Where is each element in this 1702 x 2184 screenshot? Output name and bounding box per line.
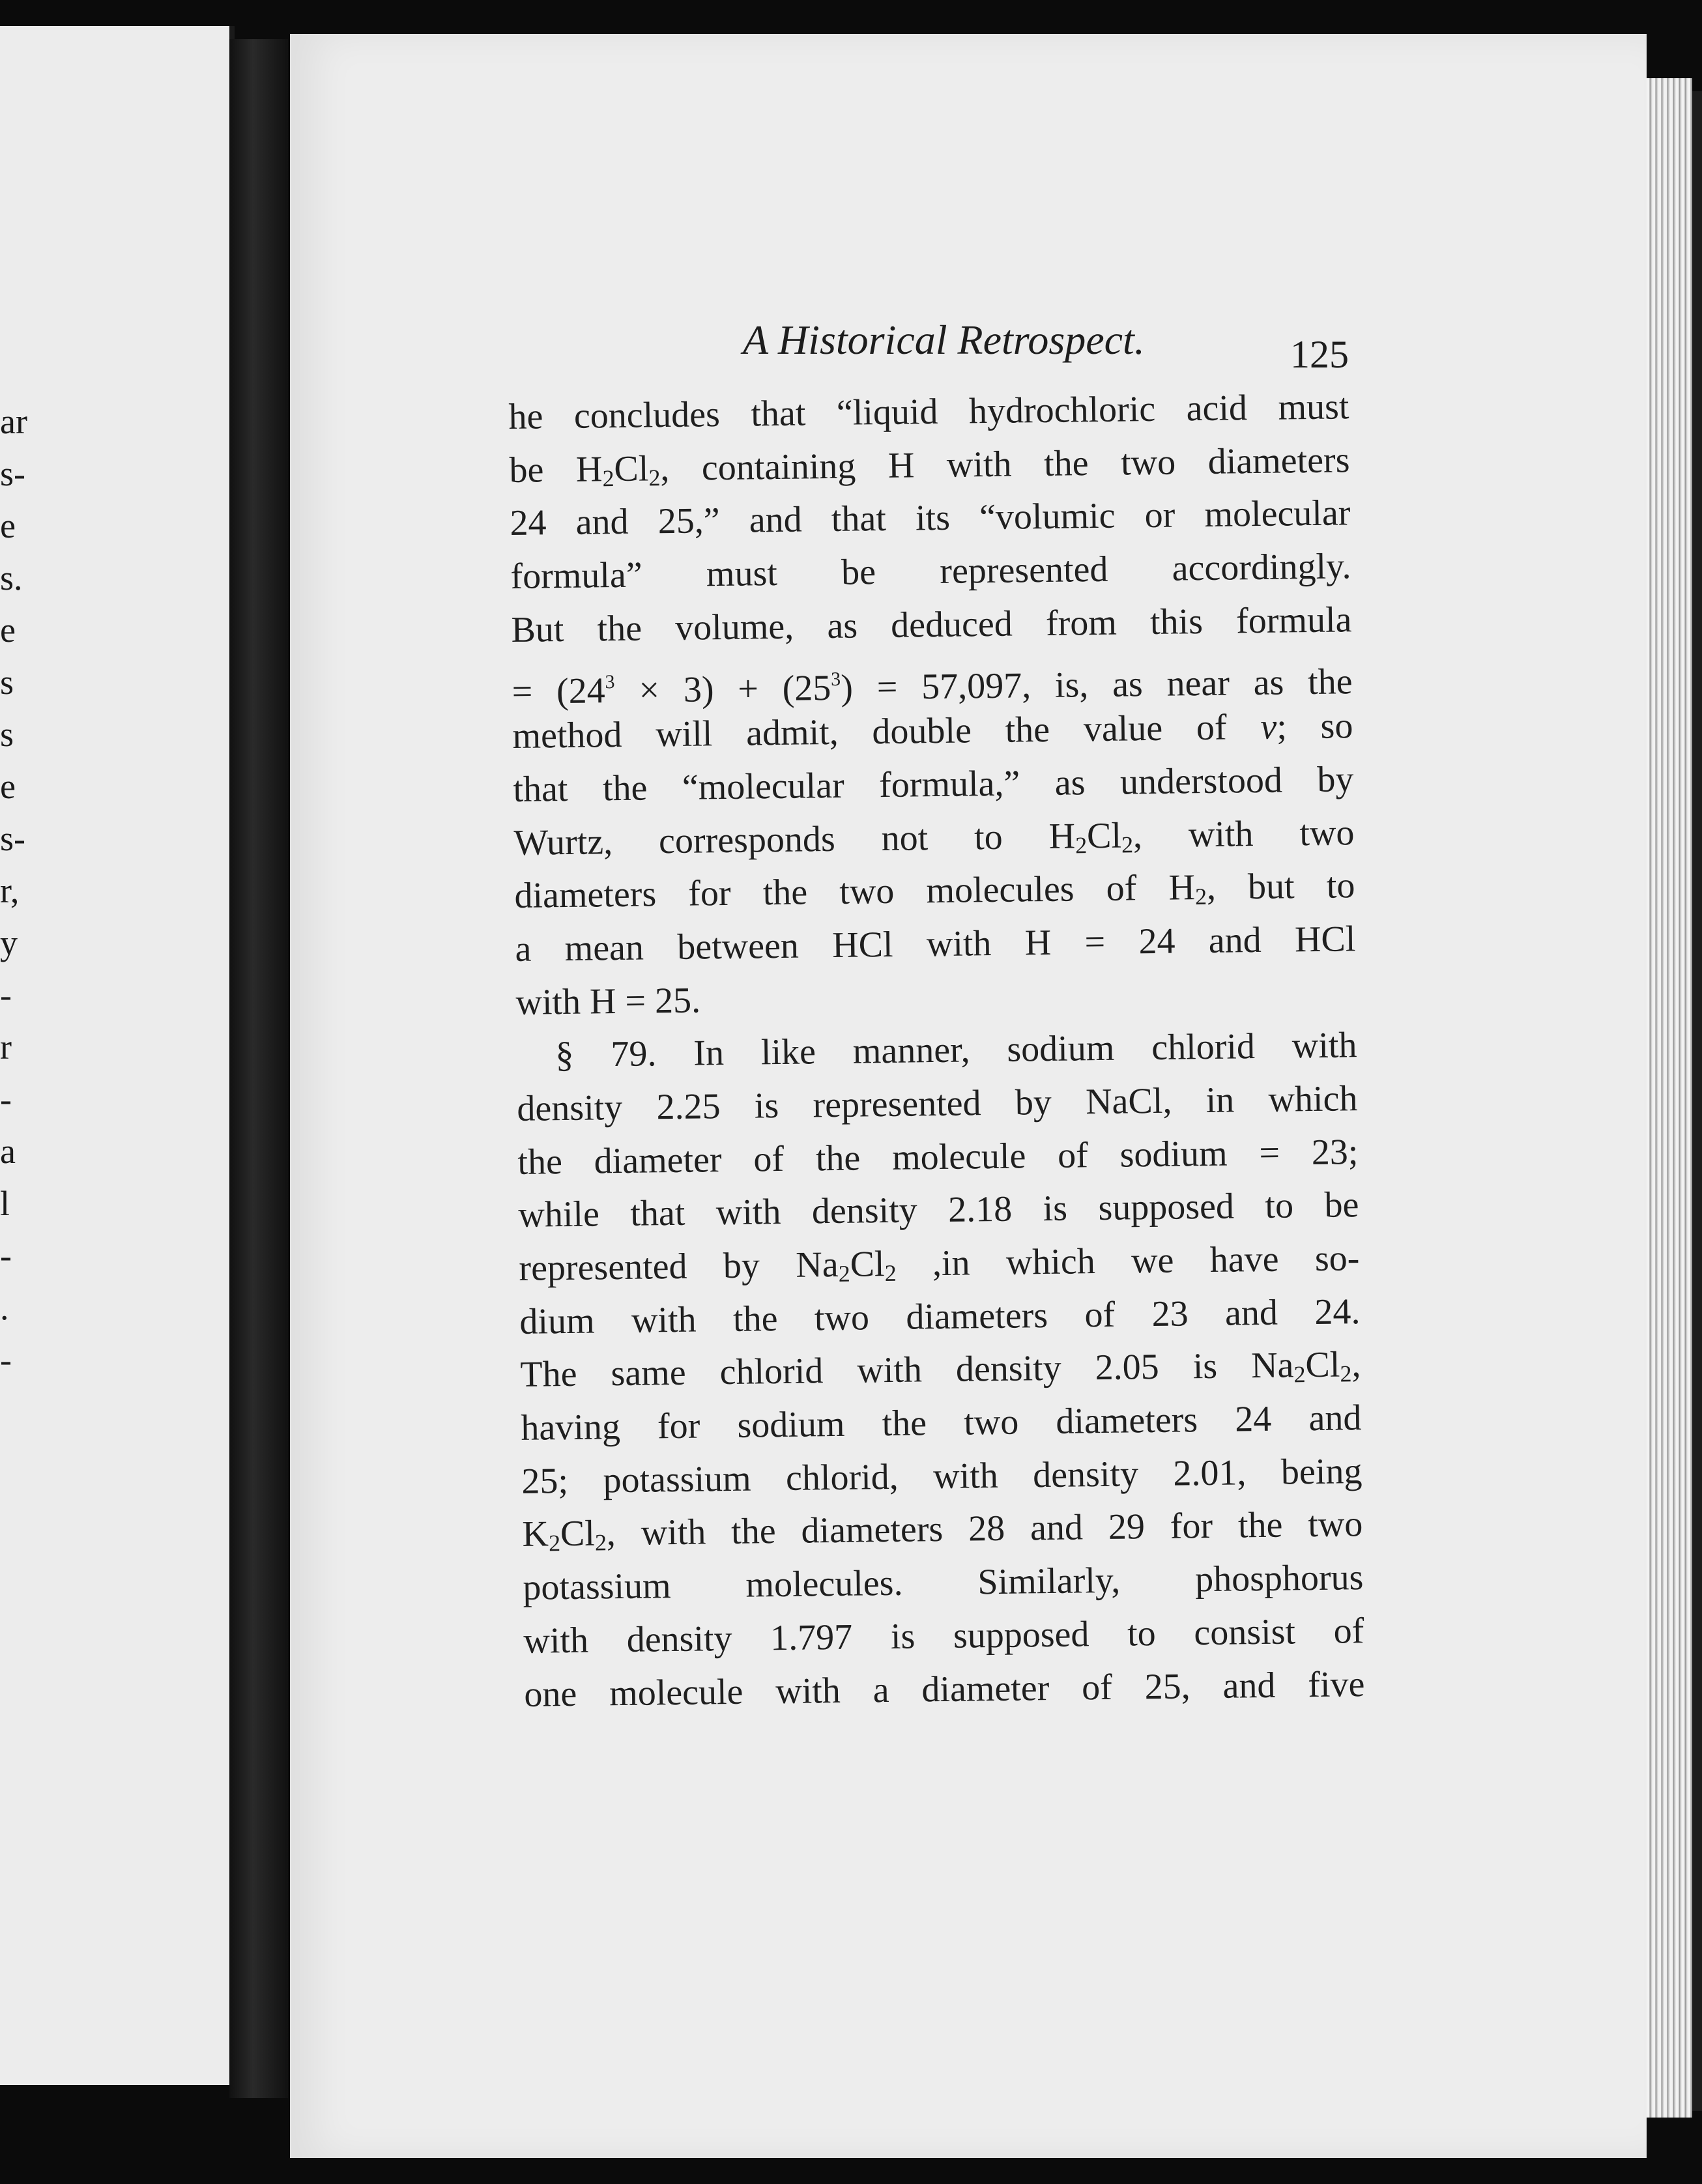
left-page-fragment: s <box>0 715 14 754</box>
left-page-fragment: - <box>0 975 12 1014</box>
text-line <box>508 381 1349 444</box>
page-number: 125 <box>1290 333 1349 376</box>
text-run: Cl <box>1305 1344 1340 1386</box>
text-line <box>515 913 1356 976</box>
text-run: 25; potassium chlorid, with density 2.01, being <box>521 1450 1363 1502</box>
text-run: Cl <box>560 1513 596 1555</box>
left-page-fragment: ar <box>0 402 27 441</box>
text-line <box>509 434 1350 497</box>
text-run: with density 1.797 is supposed to consist of <box>523 1610 1364 1661</box>
text-line <box>511 594 1352 657</box>
left-page-fragment: . <box>0 1288 9 1327</box>
text-line <box>523 1551 1364 1615</box>
text-run: one molecule with a diameter of 25, and five <box>524 1663 1365 1715</box>
text-line <box>512 647 1353 713</box>
text-run: But the volume, as deduced from this formula <box>511 599 1352 650</box>
left-page-fragment: - <box>0 1080 12 1119</box>
page-edges <box>1647 78 1692 2118</box>
left-page-fragment: r, <box>0 871 20 910</box>
text-run: Wurtz, corresponds not to H <box>513 815 1076 863</box>
text-run: The same chlorid with density 2.05 is Na <box>520 1345 1294 1396</box>
text-line <box>518 1179 1359 1242</box>
subscript: 2 <box>602 465 614 491</box>
text-run: with H = 25. <box>515 980 701 1023</box>
text-run: the diameter of the molecule of sodium = 23; <box>517 1131 1359 1183</box>
body-text <box>508 381 1365 1721</box>
left-page-fragment: s- <box>0 454 25 493</box>
left-page-fragment: e <box>0 767 16 806</box>
text-run: formula” must be represented accordingly. <box>510 546 1351 597</box>
left-page-fragment: s <box>0 663 14 702</box>
text-run: , but to <box>1206 865 1355 908</box>
text-run: , containing H with the two diameters <box>659 439 1350 489</box>
text-run: be H <box>509 448 603 491</box>
text-run: ; so <box>1276 706 1353 747</box>
left-page-fragment: s. <box>0 558 23 597</box>
book-spine <box>229 39 288 2098</box>
subscript: 2 <box>1293 1361 1306 1388</box>
left-page-fragment: a <box>0 1132 16 1171</box>
text-run: while that with density 2.18 is supposed to be <box>518 1185 1359 1236</box>
subscript: 2 <box>648 464 661 491</box>
left-page-fragment: - <box>0 1236 12 1275</box>
text-line <box>519 1286 1361 1349</box>
text-line <box>519 1232 1360 1295</box>
text-run: diameters for the two molecules of H <box>514 867 1196 917</box>
left-page-fragment: e <box>0 611 16 650</box>
left-page-fragment: - <box>0 1340 12 1379</box>
subscript: 2 <box>1075 831 1088 858</box>
text-line <box>521 1445 1363 1508</box>
text-line <box>510 487 1351 551</box>
text-run: dium with the two diameters of 23 and 24. <box>519 1291 1361 1342</box>
text-line <box>517 1072 1358 1136</box>
text-run: ,in which we have so- <box>896 1238 1360 1284</box>
text-run: that the “molecular formula,” as understood by <box>513 759 1354 810</box>
text-line <box>522 1499 1363 1562</box>
superscript: 3 <box>830 668 841 691</box>
italic-variable: v <box>1260 706 1277 748</box>
text-run: § 79. In like manner, sodium chlorid with <box>555 1025 1357 1076</box>
text-line <box>517 1126 1359 1189</box>
text-line <box>513 807 1355 870</box>
text-run: , with two <box>1132 812 1355 855</box>
running-title: A Historical Retrospect. <box>743 317 1145 363</box>
subscript: 2 <box>838 1260 851 1287</box>
page-edge-shadow <box>1692 91 1702 2111</box>
left-page-fragment: r <box>0 1027 12 1067</box>
text-line <box>520 1339 1361 1402</box>
text-run: potassium molecules. Similarly, phosphorus <box>523 1557 1364 1608</box>
text-line <box>515 966 1357 1029</box>
text-run: method will admit, double the value of <box>512 707 1261 757</box>
text-line <box>516 1019 1357 1082</box>
subscript: 2 <box>548 1530 561 1557</box>
left-page-fragment: y <box>0 923 18 962</box>
text-run: , <box>1351 1344 1361 1385</box>
left-page-fragment: s- <box>0 819 25 858</box>
text-run: × 3) + (25 <box>614 668 831 711</box>
text-line <box>514 859 1355 923</box>
subscript: 2 <box>1194 884 1207 910</box>
superscript: 3 <box>605 671 615 693</box>
text-run: density 2.25 is represented by NaCl, in which <box>517 1078 1358 1129</box>
text-run: Cl <box>1086 815 1122 856</box>
text-line <box>513 753 1354 816</box>
subscript: 2 <box>1121 831 1134 858</box>
subscript: 2 <box>1340 1360 1352 1387</box>
text-line <box>510 540 1351 603</box>
text-line <box>523 1605 1364 1668</box>
text-run: he concludes that “liquid hydrochloric acid must <box>508 386 1349 437</box>
text-run: ) = 57,097, is, as near as the <box>840 661 1353 709</box>
left-page <box>0 26 235 2085</box>
text-run: 24 and 25,” and that its “volumic or molecular <box>510 493 1351 544</box>
text-run: represented by Na <box>519 1244 839 1289</box>
subscript: 2 <box>594 1529 607 1556</box>
text-run: a mean between HCl with H = 24 and HCl <box>515 919 1356 970</box>
text-run: , with the diameters 28 and 29 for the two <box>606 1504 1363 1554</box>
text-run: Cl <box>614 448 649 489</box>
subscript: 2 <box>884 1259 897 1287</box>
text-line <box>521 1392 1362 1455</box>
text-run: K <box>522 1514 549 1555</box>
text-line <box>524 1658 1365 1721</box>
text-run: Cl <box>850 1244 885 1285</box>
text-line <box>512 700 1353 763</box>
text-run: = (24 <box>512 670 606 713</box>
left-page-fragment: e <box>0 506 16 545</box>
left-page-fragment: l <box>0 1184 10 1223</box>
text-run: having for sodium the two diameters 24 and <box>521 1398 1362 1448</box>
